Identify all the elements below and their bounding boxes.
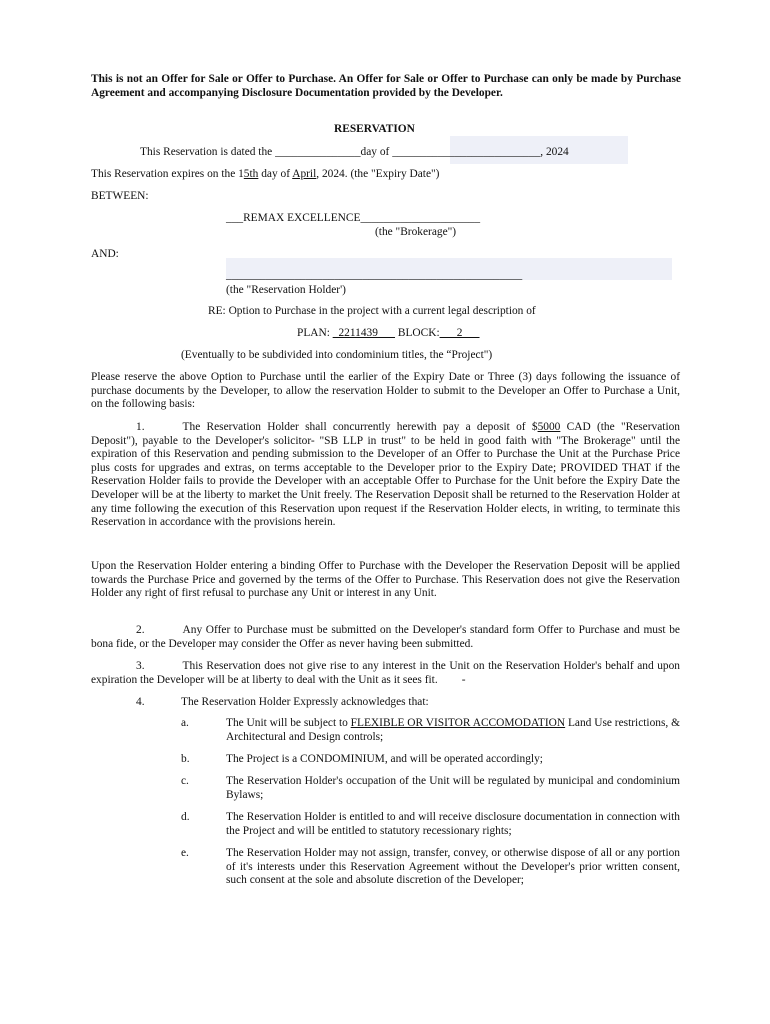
clause-1-text-before: The Reservation Holder shall concurrently herewith pay a deposit of $ (182, 421, 538, 433)
deposit-amount[interactable]: 5000 (537, 421, 561, 433)
item-d-text: The Reservation Holder is entitled to and will receive disclosure documentation in connection with the Project and will be entitled to statutory recessionary rights; (226, 811, 680, 837)
dated-year: , 2024 (540, 146, 569, 158)
item-b-text: The Project is a CONDOMINIUM, and will be operated accordingly; (226, 753, 543, 765)
item-d-letter: d. (181, 811, 190, 823)
holder-caption: (the "Reservation Holder') (226, 284, 346, 296)
clause-1-number: 1. (136, 421, 145, 433)
clause-1-text-after: CAD (the "Reservation Deposit"), payable to the Developer's solicitor- "SB LLP in trust" to be held in good faith with "The Brokerage" until the expiration of this Reservation and pending submission to the Developer of an Offer to Purchase the Unit at the Purchase Price plus costs for upgrades and extras, on terms acceptable to the Developer prior to the Expiry Date; PROVIDED THAT if the Reservation Holder fails to provide the Developer with an acceptable Offer to Purchase for the Unit before the Expiry Date the Developer will be at the liberty to market the Unit freely. The Reservation Deposit shall be returned to the Reservation Holder at any time following the execution of this Reservation upon request if the Reservation Holder elects, in writing, to terminate this Reservation in accordance with the provisions herein. (91, 421, 681, 529)
clause-4-number: 4. (136, 696, 145, 708)
item-a-letter: a. (181, 717, 189, 729)
expiry-month[interactable]: April (292, 168, 317, 180)
clause-3-text: This Reservation does not give rise to any interest in the Unit on the Reservation Holder's behalf and upon expiration the Developer will be at liberty to deal with the Unit as it sees fit. (91, 660, 680, 686)
plan-value[interactable]: _2211439___ (332, 327, 395, 339)
clause-2-number: 2. (136, 624, 145, 636)
dated-prefix: This Reservation is dated the (140, 146, 273, 158)
item-a-after: Land Use restrictions, & Architectural and Design controls; (226, 717, 680, 743)
re-line: RE: Option to Purchase in the project with a current legal description of (208, 305, 536, 317)
item-a-before: The Unit will be subject to (226, 717, 351, 729)
dated-line (140, 146, 569, 160)
clause-2-text: Any Offer to Purchase must be submitted on the Developer's standard form Offer to Purchase and must be bona fide, or the Developer may consider the Offer as never having been submitted. (91, 624, 680, 650)
clause-2 (91, 624, 680, 651)
brokerage-name[interactable]: ___REMAX EXCELLENCE_____________________ (226, 212, 481, 224)
dated-day-blank[interactable]: _______________ (275, 146, 361, 158)
item-c-text: The Reservation Holder's occupation of the Unit will be regulated by municipal and condominium Bylaws; (226, 775, 680, 801)
dated-month-blank[interactable]: __________________________ (392, 146, 541, 158)
item-c-letter: c. (181, 775, 189, 787)
upon-paragraph: Upon the Reservation Holder entering a binding Offer to Purchase with the Developer the Reservation Deposit will be applied towards the Purchase Price and governed by the terms of the Offer to Purchase. This Reservation does not give the Reservation Holder any right of first refusal to purchase any Unit or interest in any Unit. (91, 560, 680, 600)
expiry-mid: day of (258, 168, 293, 180)
item-a-emphasis: FLEXIBLE OR VISITOR ACCOMODATION (350, 717, 566, 729)
document-title: RESERVATION (334, 123, 415, 135)
intro-paragraph: Please reserve the above Option to Purchase until the earlier of the Expiry Date or Three (3) days following the issuance of purchase documents by the Developer, to allow the reservation Holder to submit to the Developer an Offer to Purchase a Unit, on the following basis: (91, 371, 680, 411)
brokerage-caption: (the "Brokerage") (375, 226, 457, 238)
expiry-prefix: This Reservation expires on the 1 (91, 168, 244, 180)
clause-3-number: 3. (136, 660, 145, 672)
plan-block-line (297, 327, 480, 341)
plan-label: PLAN: (297, 327, 333, 339)
project-line: (Eventually to be subdivided into condominium titles, the “Project") (181, 349, 493, 361)
item-b-letter: b. (181, 753, 190, 765)
expiry-suffix: , 2024. (the "Expiry Date") (316, 168, 440, 180)
block-label: BLOCK: (395, 327, 440, 339)
clause-1 (91, 421, 680, 530)
item-e-text: The Reservation Holder may not assign, transfer, convey, or otherwise dispose of all or any portion of it's interests under this Reservation Agreement without the Developer's prior written consent, such consent at the sole and absolute discretion of the Developer; (226, 847, 680, 887)
item-a-text (226, 717, 680, 744)
clause-4-text: The Reservation Holder Expressly acknowledges that: (181, 696, 429, 708)
clause-3-trail: - (461, 673, 466, 686)
between-label: BETWEEN: (91, 190, 149, 202)
clause-3 (91, 660, 680, 687)
notice-text: This is not an Offer for Sale or Offer to Purchase. An Offer for Sale or Offer to Purchase can only be made by Purchase Agreement and accompanying Disclosure Documentation provided by the Developer. (91, 73, 681, 99)
item-e-letter: e. (181, 847, 189, 859)
and-label: AND: (91, 248, 119, 260)
expiry-line (91, 168, 439, 182)
dated-mid: day of (360, 146, 390, 158)
holder-line[interactable]: ____________________________________________________ (226, 269, 523, 281)
expiry-day[interactable]: 5th (243, 168, 259, 180)
block-value[interactable]: ___2___ (439, 327, 480, 339)
